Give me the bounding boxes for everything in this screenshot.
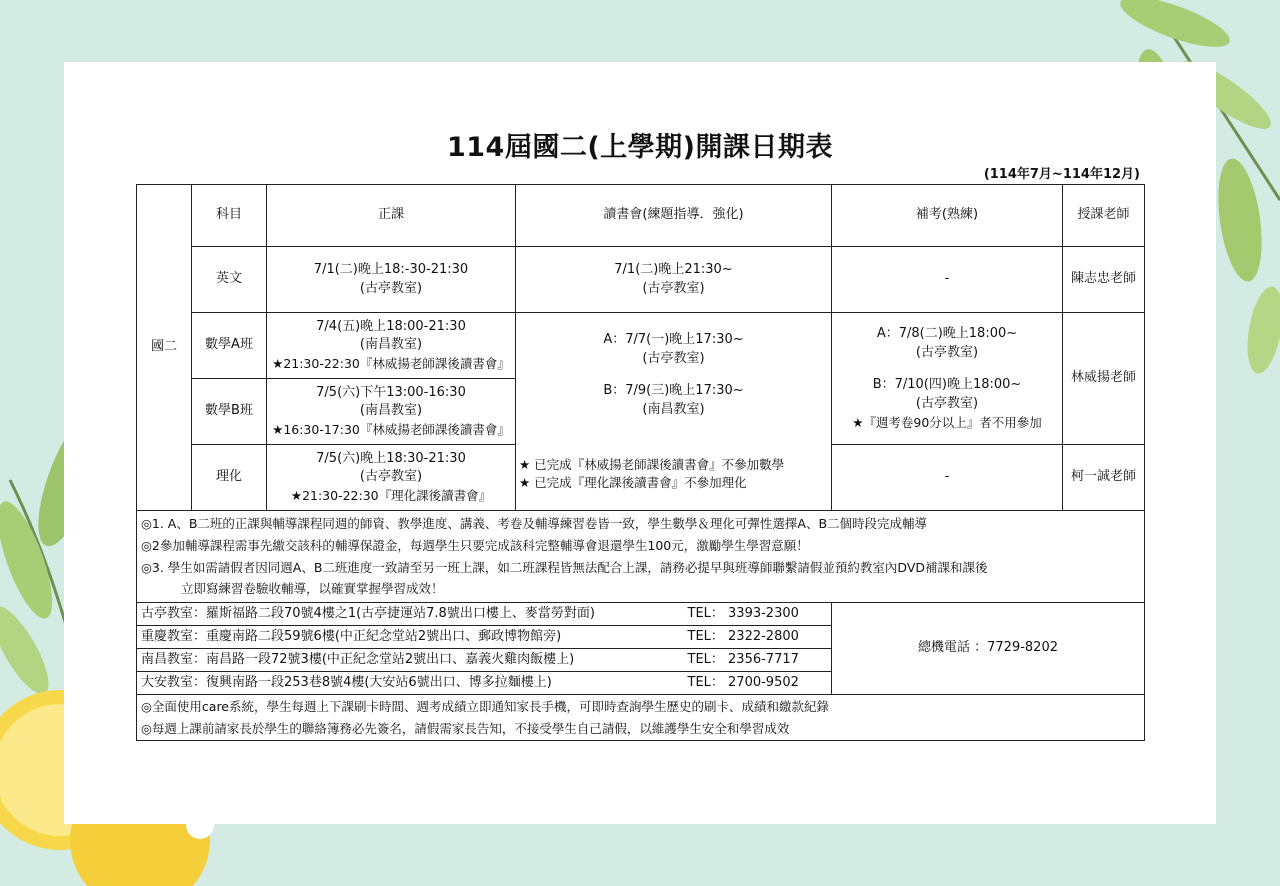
branch-tel: TEL： 2356-7717 [516, 649, 832, 672]
table-header-row [137, 185, 1145, 247]
makeup-b-place: (古亭教室) [915, 396, 979, 412]
class-place: (南昌教室) [359, 403, 423, 419]
subject-math-b: 數學B班 [192, 379, 267, 445]
note-line: ◎2參加輔導課程需事先繳交該科的輔導保證金，每週學生只要完成該科完整輔導會退還學生100元，激勵學生學習意願！ [141, 537, 809, 553]
makeup-cell: - [832, 445, 1063, 511]
branch-tel: TEL： 2700-9502 [516, 672, 832, 695]
date-range: (114年7月~114年12月) [983, 167, 1140, 182]
class-note: ★21:30-22:30『理化課後讀書會』 [290, 488, 492, 504]
class-time-cell [267, 313, 516, 379]
branch-address: 大安教室：復興南路一段253巷8號4樓(大安站6號出口、博多拉麵樓上) [137, 672, 516, 695]
makeup-cell: - [832, 247, 1063, 313]
class-time: 7/5(六)晚上18:30-21:30 [316, 450, 466, 466]
branch-address: 南昌教室：南昌路一段72號3樓(中正紀念堂站2號出口、嘉義火雞肉飯樓上) [137, 649, 516, 672]
class-place: (南昌教室) [359, 337, 423, 353]
study-place: (古亭教室) [642, 280, 705, 296]
table-row [137, 247, 1145, 313]
subject-english: 英文 [192, 247, 267, 313]
subject-math-a: 數學A班 [192, 313, 267, 379]
column-header: 讀書會(練題指導．強化) [516, 185, 832, 247]
notes-row [137, 511, 1145, 603]
study-time: 7/1(二)晚上21:30~ [614, 261, 733, 277]
column-header: 科目 [192, 185, 267, 247]
study-a-time: A：7/7(一)晚上17:30~ [603, 331, 744, 347]
column-header: 補考(熟練) [832, 185, 1063, 247]
footer-line: ◎全面使用care系統，學生每週上下課刷卡時間、週考成績立即通知家長手機，可即時查詢學生歷史的刷卡、成績和繳款紀錄 [141, 699, 829, 715]
teacher-cell: 林威揚老師 [1063, 313, 1145, 445]
main-phone: 總機電話 ：7729-8202 [832, 603, 1145, 695]
note-line: ◎1. A、B二班的正課與輔導課程同週的師資、教學進度、講義、考卷及輔導練習卷皆一致，學生數學＆理化可彈性選擇A、B二個時段完成輔導 [141, 515, 928, 531]
study-note: ★ 已完成『林威揚老師課後讀書會』不參加數學 [519, 457, 785, 473]
makeup-a-place: (古亭教室) [915, 344, 979, 360]
study-b-place: (南昌教室) [642, 402, 705, 418]
class-time-cell [267, 247, 516, 313]
note-line: 立即寫練習卷驗收輔導，以確實掌握學習成效！ [181, 581, 444, 597]
class-time: 7/1(二)晚上18:-30-21:30 [313, 261, 469, 277]
makeup-b-time: B：7/10(四)晚上18:00~ [872, 377, 1022, 393]
grade-cell: 國二 [137, 185, 192, 511]
study-time-cell [516, 247, 832, 313]
branch-row [137, 603, 1145, 626]
class-note: ★21:30-22:30『林威揚老師課後讀書會』 [272, 356, 510, 372]
study-b-time: B：7/9(三)晚上17:30~ [603, 383, 744, 399]
footer-line: ◎每週上課前請家長於學生的聯絡簿務必先簽名，請假需家長告知，不接受學生自己請假，以維護學生安全和學習成效 [141, 720, 790, 736]
branch-address: 古亭教室：羅斯福路二段70號4樓之1(古亭捷運站7.8號出口樓上、麥當勞對面) [137, 603, 516, 626]
makeup-note: ★『週考卷90分以上』者不用參加 [852, 415, 1042, 431]
teacher-cell: 陳志忠老師 [1063, 247, 1145, 313]
column-header: 授課老師 [1063, 185, 1145, 247]
class-note: ★16:30-17:30『林威揚老師課後讀書會』 [272, 422, 510, 438]
math-study-cell [516, 313, 832, 511]
teacher-cell: 柯一誠老師 [1063, 445, 1145, 511]
table-row [137, 313, 1145, 379]
branch-address: 重慶教室：重慶南路二段59號6樓(中正紀念堂站2號出口、郵政博物館旁) [137, 626, 516, 649]
branch-tel: TEL： 2322-2800 [516, 626, 832, 649]
schedule-table [136, 184, 1145, 741]
math-makeup-cell [832, 313, 1063, 445]
class-time-cell [267, 445, 516, 511]
class-time-cell [267, 379, 516, 445]
notes-cell [137, 511, 1145, 603]
makeup-a-time: A：7/8(二)晚上18:00~ [876, 325, 1018, 341]
class-time: 7/4(五)晚上18:00-21:30 [316, 318, 466, 334]
branch-tel: TEL： 3393-2300 [516, 603, 832, 626]
note-line: ◎3. 學生如需請假者因同週A、B二班進度一致請至另一班上課，如二班課程皆無法配合上課，請務必提早與班導師聯繫請假並預約教室內DVD補課和課後 [141, 559, 988, 575]
footer-cell [137, 695, 1145, 741]
study-note: ★ 已完成『理化課後讀書會』不參加理化 [519, 475, 747, 491]
page-title: 114屆國二(上學期)開課日期表 [446, 132, 834, 163]
footer-row [137, 695, 1145, 741]
subject-science: 理化 [192, 445, 267, 511]
study-a-place: (古亭教室) [642, 350, 705, 366]
column-header: 正課 [267, 185, 516, 247]
class-time: 7/5(六)下午13:00-16:30 [316, 384, 466, 400]
class-place: (古亭教室) [359, 469, 423, 485]
class-place: (古亭教室) [359, 280, 423, 296]
